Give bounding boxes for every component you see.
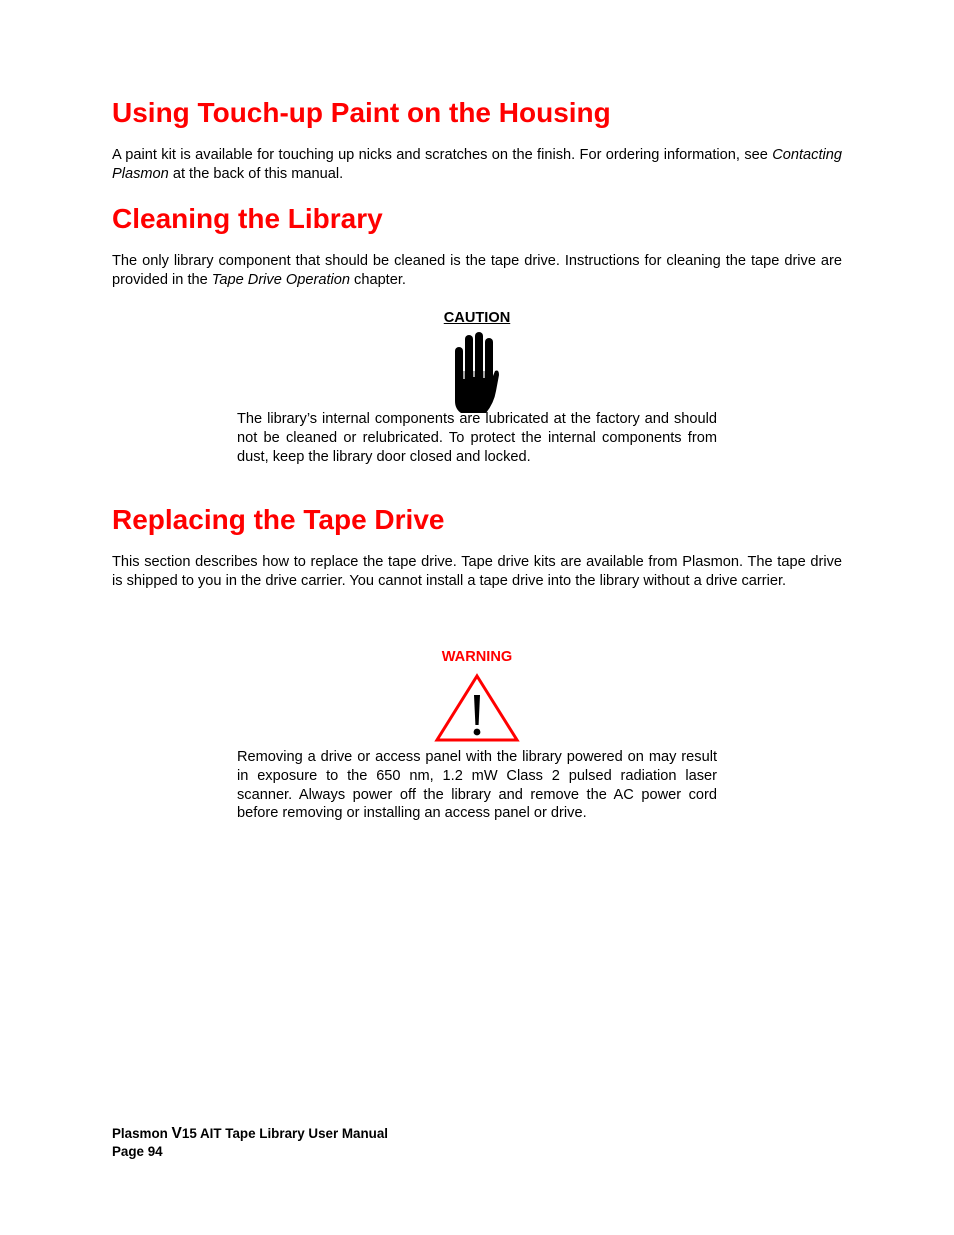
caution-title-text: CAUTION xyxy=(443,310,511,326)
paragraph-replacing-tape-drive: This section describes how to replace the tape drive. Tape drive kits are available from Plasmon. The tape drive is shipped to you in the drive carrier. You cannot install a tape drive into the library without a drive carrier. xyxy=(112,554,842,589)
footer-manual-suffix: 15 AIT Tape Library User Manual xyxy=(181,1126,389,1141)
footer-manual-title xyxy=(112,1125,388,1143)
paragraph-text: chapter. xyxy=(349,272,406,288)
paragraph-text: The only library component that should be cleaned is the tape drive. Instructions for cleaning the tape drive are provided in the xyxy=(112,253,842,288)
warning-title: WARNING xyxy=(441,649,513,665)
heading-replacing-tape-drive: Replacing the Tape Drive xyxy=(112,504,445,535)
reference-tape-drive-operation: Tape Drive Operation xyxy=(211,272,350,288)
stop-hand-icon xyxy=(452,331,500,413)
paragraph-text: at the back of this manual. xyxy=(168,166,344,182)
footer-manual-prefix: Plasmon xyxy=(112,1126,172,1141)
caution-text: The library’s internal components are lubricated at the factory and should not be cleaned or relubricated. To protect the internal components from dust, keep the library door closed and locked. xyxy=(237,411,717,465)
footer-page-number: Page 94 xyxy=(112,1144,163,1159)
paragraph-text: A paint kit is available for touching up nicks and scratches on the finish. For ordering information, see xyxy=(112,147,773,163)
heading-touch-up-paint: Using Touch-up Paint on the Housing xyxy=(112,97,611,128)
warning-text: Removing a drive or access panel with the library powered on may result in exposure to the 650 nm, 1.2 mW Class 2 pulsed radiation laser scanner. Always power off the library and remove the AC power cord before removing or installing an access panel or drive. xyxy=(237,749,717,822)
warning-triangle-icon xyxy=(434,673,520,743)
paragraph-cleaning-library xyxy=(112,252,842,290)
heading-cleaning-library: Cleaning the Library xyxy=(112,203,383,234)
caution-title xyxy=(0,309,954,327)
paragraph-touch-up-paint xyxy=(112,146,842,184)
footer-manual-v: V xyxy=(171,1125,182,1142)
reference-contacting-plasmon: Contacting Plasmon xyxy=(112,147,842,182)
